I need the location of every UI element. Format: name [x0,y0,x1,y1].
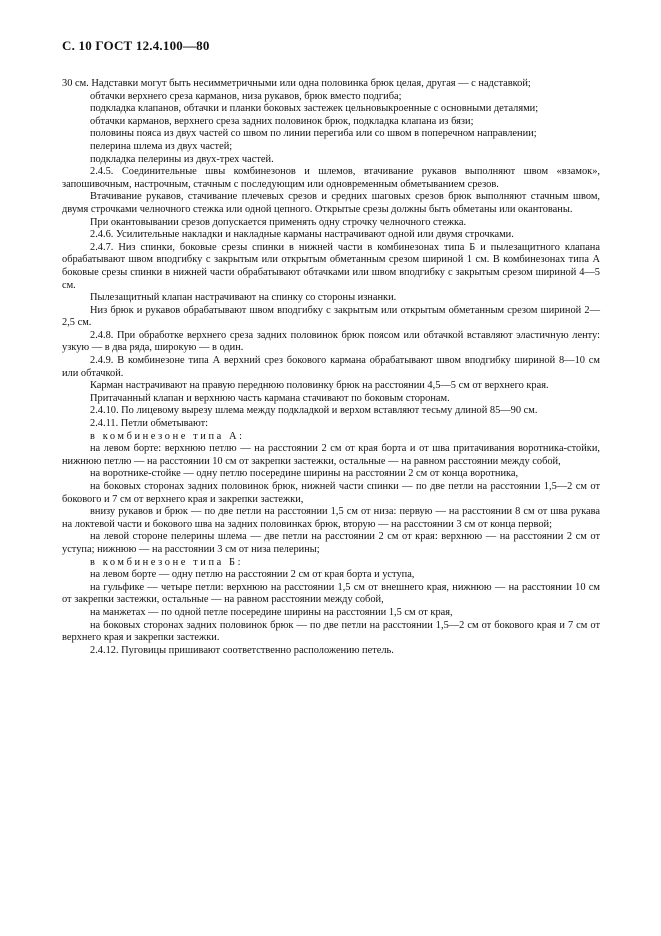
paragraph: на гульфике — четыре петли: верхнюю на расстоянии 1,5 см от внешнего края, нижнюю — на расстоянии 10 см от закрепки застежки, остальные — на равном расстоянии между собой, [62,581,600,606]
paragraph: 30 см. Надставки могут быть несимметричными или одна половинка брюк целая, другая — с надставкой; [62,78,531,89]
paragraph: обтачки верхнего среза карманов, низа рукавов, брюк вместо подгиба; [90,90,402,102]
paragraph: 2.4.9. В комбинезоне типа А верхний срез бокового кармана обрабатывают швом вподгибку шириной 8—10 см или обтачкой. [62,355,600,379]
paragraph: на левой стороне пелерины шлема — две петли на расстоянии 2 см от края: верхнюю — на расстоянии 2 см от уступа; нижнюю — на расстоянии 3 см от низа пелерины; [62,531,600,555]
paragraph: подкладка пелерины из двух-трех частей. [90,153,274,165]
paragraph: Притачанный клапан и верхнюю часть кармана стачивают по боковым сторонам. [90,392,450,404]
paragraph: в комбинезоне типа Б: [90,556,244,568]
document-body [62,78,600,657]
paragraph: Карман настрачивают на правую переднюю половинку брюк на расстоянии 4,5—5 см от верхнего края. [90,380,549,392]
paragraph: При окантовывании срезов допускается применять одну строчку челночного стежка. [90,216,467,228]
page-header: С. 10 ГОСТ 12.4.100—80 [62,38,210,53]
paragraph: обтачки карманов, верхнего среза задних половинок брюк, подкладка клапана из бязи; [90,115,474,127]
paragraph: 2.4.8. При обработке верхнего среза задних половинок брюк поясом или обтачкой вставляют эластичную ленту: узкую — в два ряда, широкую — в один. [62,329,600,354]
paragraph: пелерина шлема из двух частей; [90,140,233,152]
paragraph: Низ брюк и рукавов обрабатывают швом вподгибку с закрытым или открытым обметанным срезом шириной 2—2,5 см. [62,304,600,329]
paragraph: 2.4.6. Усилительные накладки и накладные карманы настрачивают одной или двумя строчками. [90,229,514,241]
paragraph: 2.4.12. Пуговицы пришивают соответственно расположению петель. [90,644,394,656]
paragraph: на манжетах — по одной петле посередине ширины на расстоянии 1,5 см от края, [90,606,453,618]
paragraph: Втачивание рукавов, стачивание плечевых срезов и средних шаговых срезов брюк выполняют стачным швом, двумя строчками челночного стежка или одной цепного. Открытые срезы должны быть обметаны или окантованы. [62,191,600,215]
paragraph: половины пояса из двух частей со швом по линии перегиба или со швом в поперечном направлении; [90,128,537,140]
paragraph: на воротнике-стойке — одну петлю посередине ширины на расстоянии 2 см от конца воротника, [90,468,519,480]
paragraph: подкладка клапанов, обтачки и планки боковых застежек цельновыкроенные с основными деталями; [90,103,539,115]
paragraph: 2.4.10. По лицевому вырезу шлема между подкладкой и верхом вставляют тесьму длиной 85—90 см. [90,405,538,417]
paragraph: Пылезащитный клапан настрачивают на спинку со стороны изнанки. [90,292,397,304]
paragraph: 2.4.11. Петли обметывают: [90,418,209,430]
paragraph: 2.4.5. Соединительные швы комбинезонов и шлемов, втачивание рукавов выполняют швом «взамок», запошивочным, настрочным, стачным с последующим или одновременным обметыванием срезов. [62,166,600,190]
paragraph: в комбинезоне типа А: [90,430,245,442]
paragraph: на боковых сторонах задних половинок брюк, нижней части спинки — по две петли на расстоянии 1,5—2 см от бокового и 7 см от верхнего края и закрепки застежки, [62,481,600,505]
paragraph: внизу рукавов и брюк — по две петли на расстоянии 1,5 см от низа: первую — на расстоянии 8 см от шва рукава на локтевой части и бокового шва на задних половинках брюк, вторую — на расстоянии 3 см от конца первой; [62,506,600,530]
paragraph: 2.4.7. Низ спинки, боковые срезы спинки в нижней части в комбинезонах типа Б и пылезащитного клапана обрабатывают швом вподгибку с закрытым или открытым обметанным срезом шириной 1 см. В комбинезонах типа А боковые срезы спинки в нижней части обрабатывают обтачками или швом вподгибку с закрытым срезом шириной 4—5 см. [62,241,600,291]
paragraph: на левом борте — одну петлю на расстоянии 2 см от края борта и уступа, [90,569,415,581]
paragraph: на левом борте: верхнюю петлю — на расстоянии 2 см от края борта и от шва притачивания воротника-стойки, нижнюю петлю — на расстоянии 10 см от закрепки застежки, остальные — на равном расстоянии между собой, [62,443,600,467]
paragraph: на боковых сторонах задних половинок брюк — по две петли на расстоянии 1,5—2 см от бокового края и 7 см от верхнего края и закрепки застежки. [62,619,600,644]
